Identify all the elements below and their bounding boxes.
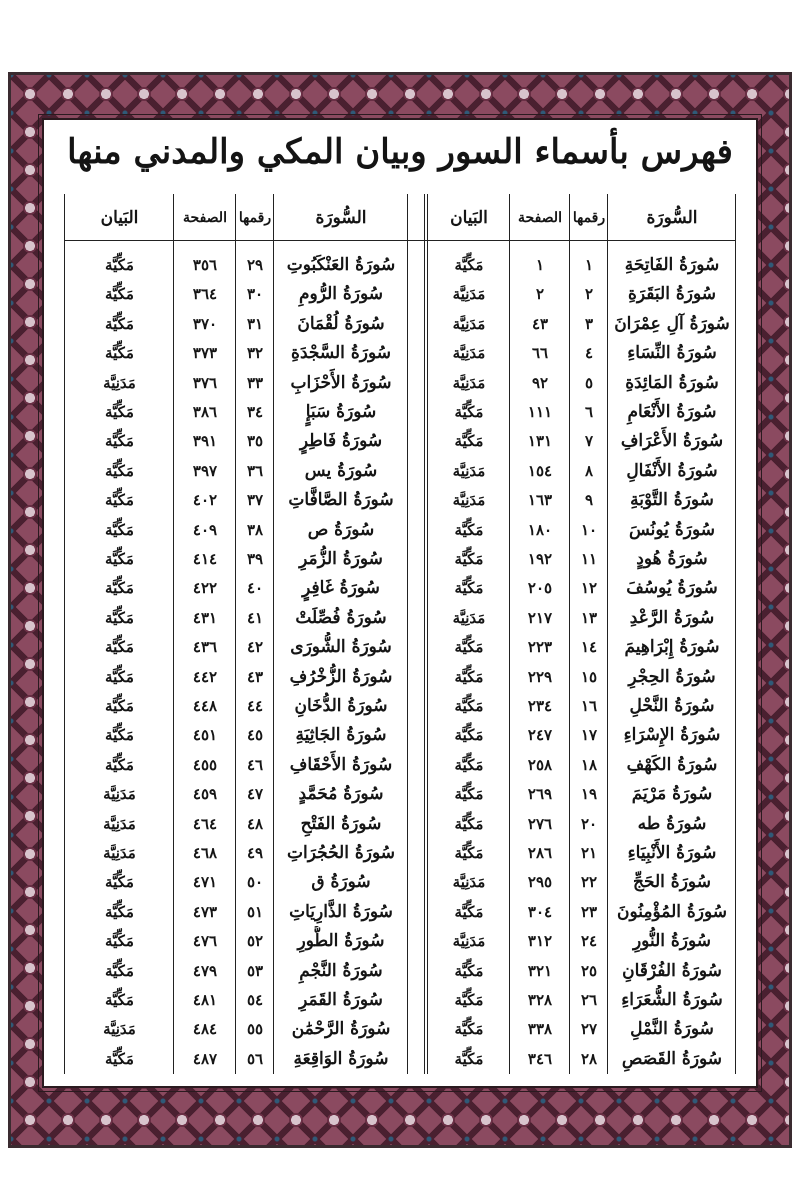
sura-type: مَدَنِيَّة: [452, 461, 486, 480]
sura-type: مَكِّيَّة: [105, 755, 134, 774]
sura-page: ٤٦٨: [192, 844, 218, 862]
sura-name: سُورَةُ يُونُسَ: [629, 519, 715, 540]
table-row: [64, 603, 736, 633]
table-row: [64, 897, 736, 927]
sura-name: سُورَةُ الشُّعَرَاءِ: [621, 990, 723, 1010]
header-order: رقمها: [572, 210, 606, 226]
table-row: [64, 809, 736, 839]
sura-page: ٣٢٨: [527, 991, 553, 1009]
sura-page: ٢٦٩: [527, 785, 553, 804]
sura-page: ٣٦٤: [192, 285, 218, 304]
sura-type: مَدَنِيَّة: [452, 608, 486, 627]
sura-page: ٤٤٢: [192, 667, 218, 686]
sura-order: ٢٨: [580, 1049, 598, 1068]
sura-name: سُورَةُ الدُّخَانِ: [294, 696, 388, 716]
sura-name: سُورَةُ الفَتْحِ: [300, 813, 382, 834]
sura-order: ٦: [584, 403, 594, 421]
sura-type: مَدَنِيَّة: [452, 373, 486, 392]
sura-name: سُورَةُ الأَنْبِيَاءِ: [627, 843, 717, 863]
sura-name: سُورَةُ التَّوْبَةِ: [630, 490, 714, 511]
sura-page: ٤٣١: [192, 608, 218, 627]
sura-type: مَكِّيَّة: [454, 814, 484, 833]
sura-name: سُورَةُ آلِ عِمْرَانَ: [614, 313, 730, 334]
sura-page: ٤٥١: [192, 726, 218, 745]
sura-type: مَكِّيَّة: [105, 550, 134, 568]
sura-type: مَدَنِيَّة: [103, 814, 136, 833]
sura-type: مَكِّيَّة: [105, 667, 134, 686]
sura-name: سُورَةُ الرَّحْمَٰن: [291, 1019, 391, 1040]
sura-page: ٣٧٣: [192, 344, 218, 363]
sura-name: سُورَةُ الذَّارِيَاتِ: [289, 901, 393, 922]
sura-page: ٣٧٦: [192, 373, 218, 392]
sura-page: ٣٤٦: [527, 1049, 553, 1068]
sura-type: مَكِّيَّة: [454, 432, 484, 451]
sura-type: مَكِّيَّة: [454, 579, 484, 598]
sura-order: ١٠: [580, 520, 598, 539]
sura-type: مَكِّيَّة: [105, 932, 134, 951]
sura-order: ٢٢: [580, 873, 598, 892]
sura-name: سُورَةُ مُحَمَّدٍ: [298, 784, 384, 805]
sura-order: ٢٦: [580, 991, 598, 1009]
sura-name: سُورَةُ فُصِّلَتْ: [295, 607, 387, 628]
header-page: الصفحة: [518, 210, 562, 226]
sura-order: ٤٢: [246, 638, 264, 657]
sura-name: سُورَةُ القَمَرِ: [299, 990, 383, 1010]
sura-name: سُورَةُ النَّجْمِ: [299, 960, 383, 981]
sura-page: ١٣١: [527, 432, 553, 451]
sura-page: ٢١٧: [527, 608, 553, 627]
sura-type: مَكِّيَّة: [454, 755, 484, 774]
table-row: [64, 426, 736, 456]
sura-page: ١٥٤: [527, 461, 553, 480]
sura-type: مَكِّيَّة: [454, 726, 484, 745]
table-row: [64, 750, 736, 780]
sura-order: ٢٤: [580, 932, 598, 951]
sura-page: ٢٠٥: [527, 579, 553, 598]
sura-name: سُورَةُ الحِجْرِ: [628, 666, 716, 687]
sura-type: مَكِّيَّة: [454, 1020, 484, 1039]
sura-name: سُورَةُ الطُّورِ: [297, 931, 385, 952]
sura-page: ٢٣٤: [527, 697, 553, 715]
sura-type: مَكِّيَّة: [454, 1049, 484, 1068]
sura-order: ٥٠: [246, 873, 264, 892]
table-row: [64, 838, 736, 868]
table-row: [64, 1014, 736, 1044]
sura-type: مَكِّيَّة: [105, 961, 134, 980]
sura-type: مَدَنِيَّة: [452, 314, 486, 333]
sura-order: ٣٦: [246, 461, 264, 480]
header-type: البَيان: [100, 208, 139, 228]
sura-order: ٣١: [246, 314, 264, 333]
sura-name: سُورَةُ الرَّعْدِ: [629, 607, 715, 628]
sura-page: ٣٠٤: [527, 902, 553, 921]
sura-type: مَدَنِيَّة: [103, 1020, 136, 1039]
sura-name: سُورَةُ الوَاقِعَةِ: [293, 1048, 389, 1069]
sura-type: مَكِّيَّة: [105, 697, 134, 715]
table-row: [64, 309, 736, 339]
sura-type: مَكِّيَّة: [105, 873, 134, 892]
sura-order: ١٣: [580, 608, 598, 627]
sura-type: مَدَنِيَّة: [452, 932, 486, 951]
sura-type: مَكِّيَّة: [454, 697, 484, 715]
sura-name: سُورَةُ إِبْرَاهِيمَ: [624, 637, 720, 658]
sura-page: ٣٣٨: [527, 1020, 553, 1039]
sura-type: مَدَنِيَّة: [452, 491, 486, 510]
sura-page: ٢٧٦: [527, 814, 553, 833]
sura-name: سُورَةُ المَائِدَةِ: [625, 372, 719, 393]
sura-page: ٣١٢: [527, 932, 553, 951]
sura-name: سُورَةُ يُوسُفَ: [626, 578, 718, 599]
header-order: رقمها: [238, 210, 272, 226]
table-row: [64, 985, 736, 1015]
sura-type: مَكِّيَّة: [105, 608, 134, 627]
sura-page: ٤٥٥: [192, 755, 218, 774]
sura-page: ٣٨٦: [192, 403, 218, 421]
sura-name: سُورَةُ العَنْكَبُوتِ: [286, 255, 396, 275]
sura-name: سُورَةُ الجَاثِيَةِ: [295, 725, 387, 746]
sura-page: ٣٩١: [192, 432, 218, 451]
sura-page: ٤٠٢: [192, 491, 218, 510]
sura-order: ٤: [584, 344, 594, 363]
sura-type: مَكِّيَّة: [105, 344, 134, 363]
sura-name: سُورَةُ السَّجْدَةِ: [291, 343, 391, 364]
sura-type: مَكِّيَّة: [105, 1049, 134, 1068]
sura-type: مَدَنِيَّة: [452, 873, 486, 892]
sura-name: سُورَةُ الأَحْقَافِ: [289, 754, 393, 775]
sura-page: ١١١: [527, 403, 553, 421]
sura-order: ٢٥: [580, 961, 598, 980]
table-row: [64, 691, 736, 721]
sura-page: ٤٨٧: [192, 1049, 218, 1068]
sura-type: مَكِّيَّة: [105, 579, 134, 598]
table-row: [64, 720, 736, 750]
sura-name: سُورَةُ الصَّافَّاتِ: [288, 490, 394, 511]
sura-name: سُورَةُ الفَاتِحَةِ: [624, 255, 720, 275]
sura-order: ١٥: [580, 667, 598, 686]
sura-page: ٤٤٨: [192, 697, 218, 715]
sura-order: ٢١: [580, 844, 598, 862]
page-title: فهرس بأسماء السور وبيان المكي والمدني منها: [67, 132, 733, 172]
sura-name: سُورَةُ الأَنْفَالِ: [626, 460, 718, 481]
sura-page: ١٨٠: [527, 520, 553, 539]
sura-page: ٢٨٦: [527, 844, 553, 862]
sura-order: ١٨: [580, 755, 598, 774]
sura-page: ٢٢٩: [527, 667, 553, 686]
header-sura: السُّورَة: [646, 208, 698, 228]
sura-order: ٤٩: [246, 844, 264, 862]
sura-name: سُورَةُ الأَنْعَامِ: [627, 402, 717, 422]
sura-type: مَكِّيَّة: [105, 902, 134, 921]
table-row: [64, 456, 736, 486]
table-row: [64, 338, 736, 368]
sura-order: ١: [584, 256, 594, 274]
sura-order: ١٧: [580, 726, 598, 745]
sura-type: مَكِّيَّة: [454, 638, 484, 657]
sura-type: مَكِّيَّة: [105, 314, 134, 333]
sura-order: ٥١: [246, 902, 264, 921]
sura-name: سُورَةُ يس: [304, 460, 378, 481]
sura-page: ٤٨١: [192, 991, 218, 1009]
table-row: [64, 956, 736, 986]
sura-type: مَكِّيَّة: [105, 520, 134, 539]
sura-page: ٤٧٣: [192, 902, 218, 921]
sura-type: مَدَنِيَّة: [452, 344, 486, 363]
sura-type: مَكِّيَّة: [105, 256, 134, 274]
sura-page: ٦٦: [531, 344, 549, 363]
sura-name: سُورَةُ الحَجِّ: [633, 872, 711, 893]
sura-type: مَكِّيَّة: [454, 403, 484, 421]
sura-order: ٢٩: [246, 256, 264, 274]
sura-page: ٤٧١: [192, 873, 218, 892]
sura-type: مَكِّيَّة: [454, 550, 484, 568]
sura-order: ٨: [584, 461, 594, 480]
sura-order: ٤٥: [246, 726, 264, 745]
sura-page: ٣٥٦: [192, 256, 218, 274]
sura-order: ٣٠: [246, 285, 264, 304]
table-row: [64, 867, 736, 897]
sura-page: ٢: [535, 285, 545, 304]
table-row: [64, 1044, 736, 1074]
table-row: [64, 250, 736, 280]
sura-order: ٥٥: [246, 1020, 264, 1039]
sura-name: سُورَةُ هُودٍ: [636, 549, 708, 569]
sura-type: مَدَنِيَّة: [103, 373, 136, 392]
sura-page: ٤٥٩: [192, 785, 218, 804]
sura-type: مَكِّيَّة: [454, 785, 484, 804]
sura-page: ١٩٢: [527, 550, 553, 568]
sura-type: مَكِّيَّة: [105, 726, 134, 745]
sura-page: ٤١٤: [192, 550, 218, 568]
table-row: [64, 397, 736, 427]
table-row: [64, 544, 736, 574]
sura-type: مَكِّيَّة: [105, 491, 134, 510]
sura-page: ٤٢٢: [192, 579, 218, 598]
sura-page: ٣٧٠: [192, 314, 218, 333]
sura-type: مَكِّيَّة: [454, 902, 484, 921]
sura-page: ٣٩٧: [192, 461, 218, 480]
sura-page: ٤٣: [531, 314, 549, 333]
sura-type: مَكِّيَّة: [105, 285, 134, 304]
sura-order: ٤٠: [246, 579, 264, 598]
sura-type: مَكِّيَّة: [105, 991, 134, 1009]
sura-name: سُورَةُ الأَعْرَافِ: [620, 431, 724, 452]
sura-order: ١١: [580, 550, 598, 568]
sura-order: ٧: [584, 432, 594, 451]
sura-order: ٥٢: [246, 932, 264, 951]
sura-index-table: [64, 194, 736, 1074]
header-type: البَيان: [450, 208, 488, 228]
table-row: [64, 662, 736, 692]
sura-name: سُورَةُ البَقَرَةِ: [628, 284, 716, 305]
sura-page: ٢٥٨: [527, 755, 553, 774]
sura-page: ٤٨٤: [192, 1020, 218, 1039]
sura-order: ٤٣: [246, 667, 264, 686]
sura-page: ٤٧٩: [192, 961, 218, 980]
table-row: [64, 515, 736, 545]
table-row: [64, 632, 736, 662]
sura-name: سُورَةُ الإِسْرَاءِ: [623, 725, 721, 746]
table-row: [64, 926, 736, 956]
sura-name: سُورَةُ النَّحْلِ: [629, 696, 715, 716]
sura-name: سُورَةُ النَّمْلِ: [630, 1019, 714, 1040]
sura-type: مَدَنِيَّة: [452, 285, 486, 304]
sura-page: ٩٢: [531, 373, 549, 392]
table-row: [64, 368, 736, 398]
sura-name: سُورَةُ الزُّمَرِ: [299, 549, 383, 569]
sura-type: مَكِّيَّة: [454, 256, 484, 274]
table-row: [64, 779, 736, 809]
sura-type: مَكِّيَّة: [454, 991, 484, 1009]
header-rule: [64, 240, 736, 241]
header-page: الصفحة: [183, 210, 227, 226]
sura-page: ١: [535, 256, 545, 274]
sura-order: ٢٠: [580, 814, 598, 833]
sura-order: ٥: [584, 373, 594, 392]
sura-order: ٤٨: [246, 814, 264, 833]
sura-page: ٤٧٦: [192, 932, 218, 951]
sura-order: ١٩: [580, 785, 598, 804]
sura-name: سُورَةُ الزُّخْرُفِ: [289, 666, 393, 687]
sura-name: سُورَةُ ص: [307, 519, 375, 540]
sura-name: سُورَةُ الرُّومِ: [298, 284, 384, 305]
sura-order: ٥٦: [246, 1049, 264, 1068]
sura-type: مَكِّيَّة: [105, 461, 134, 480]
sura-name: سُورَةُ لُقْمَانَ: [297, 313, 385, 334]
sura-page: ٣٢١: [527, 961, 553, 980]
sura-order: ٥٣: [246, 961, 264, 980]
sura-name: سُورَةُ الحُجُرَاتِ: [286, 843, 396, 863]
sura-page: ٢٩٥: [527, 873, 553, 892]
sura-page: ٤٦٤: [192, 814, 218, 833]
sura-order: ١٢: [580, 579, 598, 598]
header-sura: السُّورَة: [315, 208, 367, 228]
sura-order: ٩: [584, 491, 594, 510]
sura-name: سُورَةُ النِّسَاءِ: [627, 343, 717, 364]
sura-order: ٤٧: [246, 785, 264, 804]
sura-type: مَكِّيَّة: [105, 638, 134, 657]
sura-order: ٤٦: [246, 755, 264, 774]
sura-type: مَكِّيَّة: [454, 520, 484, 539]
sura-type: مَكِّيَّة: [454, 667, 484, 686]
sura-type: مَكِّيَّة: [454, 844, 484, 862]
sura-type: مَدَنِيَّة: [103, 785, 136, 804]
sura-page: ٢٤٧: [527, 726, 553, 745]
sura-page: ١٦٣: [527, 491, 553, 510]
sura-type: مَكِّيَّة: [105, 432, 134, 451]
sura-page: ٤٣٦: [192, 638, 218, 657]
sura-name: سُورَةُ الكَهْفِ: [626, 754, 718, 775]
sura-name: سُورَةُ سَبَإٍ: [305, 402, 377, 422]
sura-name: سُورَةُ فَاطِرٍ: [299, 431, 383, 452]
sura-type: مَكِّيَّة: [105, 403, 134, 421]
sura-order: ٣٧: [246, 491, 264, 510]
sura-page: ٤٠٩: [192, 520, 218, 539]
sura-order: ٣: [584, 314, 594, 333]
sura-name: سُورَةُ الفُرْقَانِ: [622, 960, 722, 981]
sura-order: ٤١: [246, 608, 264, 627]
sura-order: ٥٤: [246, 991, 264, 1009]
sura-name: سُورَةُ القَصَصِ: [621, 1048, 723, 1069]
sura-name: سُورَةُ طه: [637, 813, 707, 834]
sura-type: مَدَنِيَّة: [103, 844, 136, 862]
sura-order: ٣٤: [246, 403, 264, 421]
sura-name: سُورَةُ ق: [311, 872, 371, 893]
table-row: [64, 279, 736, 309]
sura-order: ٣٨: [246, 520, 264, 539]
sura-order: ٣٢: [246, 344, 264, 363]
sura-order: ٢٧: [580, 1020, 598, 1039]
sura-order: ٣٥: [246, 432, 264, 451]
sura-type: مَكِّيَّة: [454, 961, 484, 980]
sura-order: ٣٩: [246, 550, 264, 568]
sura-order: ١٦: [580, 697, 598, 715]
sura-order: ٣٣: [246, 373, 264, 392]
sura-order: ٢: [584, 285, 594, 304]
table-row: [64, 573, 736, 603]
sura-order: ١٤: [580, 638, 598, 657]
table-row: [64, 485, 736, 515]
sura-name: سُورَةُ الأَحْزَابِ: [290, 372, 392, 393]
sura-name: سُورَةُ مَرْيَمَ: [631, 784, 713, 805]
sura-order: ٢٣: [580, 902, 598, 921]
sura-name: سُورَةُ غَافِرٍ: [302, 578, 380, 599]
sura-name: سُورَةُ الشُّورَى: [290, 637, 392, 658]
sura-order: ٤٤: [246, 697, 264, 715]
sura-name: سُورَةُ المُؤْمِنُونَ: [616, 901, 728, 922]
sura-page: ٢٢٣: [527, 638, 553, 657]
sura-name: سُورَةُ النُّورِ: [632, 931, 712, 952]
